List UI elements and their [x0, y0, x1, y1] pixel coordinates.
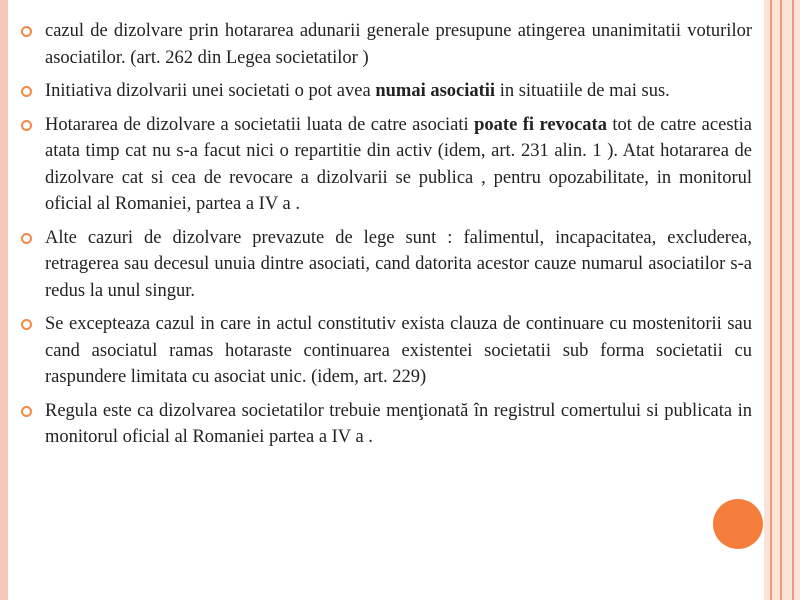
item-text: Hotararea de dizolvare a societatii luata de catre asociati: [45, 114, 475, 135]
bullet-icon: [21, 26, 32, 37]
bullet-icon: [21, 406, 32, 417]
item-text: Regula este ca dizolvarea societatilor trebuie menţionată în registrul comertului si publicata in monitorul oficial al Romaniei partea a IV a .: [45, 400, 752, 447]
bullet-icon: [21, 120, 32, 131]
item-text: Se excepteaza cazul in care in actul constitutiv exista clauza de continuare cu mostenitorii sau cand asociatul ramas hotaraste continuarea existentei societatii sub forma societatii cu raspundere limitata cu asociat unic. (idem, art. 229): [45, 314, 752, 387]
bullet-item-6: [20, 398, 752, 451]
item-bold-text: poate fi revocata: [474, 114, 607, 135]
bullet-icon: [21, 233, 32, 244]
bullet-item-5: [20, 311, 752, 391]
bullet-icon: [21, 319, 32, 330]
left-border: [0, 0, 8, 600]
bullet-item-2: [20, 78, 752, 105]
right-border-line: [770, 0, 772, 600]
bullet-icon: [21, 86, 32, 97]
item-text: Alte cazuri de dizolvare prevazute de lege sunt : falimentul, incapacitatea, excluderea, retragerea sau decesul unuia dintre asociati, cand datorita acestor cauze numarul asociatilor s-a redus la unul singur.: [45, 227, 752, 301]
item-bold-text: numai asociatii: [375, 81, 496, 101]
item-text-after: in situatiile de mai sus.: [495, 81, 670, 101]
item-text: Initiativa dizolvarii unei societati o pot avea: [45, 81, 376, 101]
bullet-item-4: [20, 225, 752, 305]
right-border-line: [780, 0, 782, 600]
item-text: cazul de dizolvare prin hotararea adunarii generale presupune atingerea unanimitatii voturilor asociatilor. (art. 262 din Legea societatilor ): [45, 21, 752, 68]
item-text-after: tot de catre acestia atata timp cat nu s-a facut nici o repartitie din activ (idem, art. 231 alin. 1 ). Atat hotararea de dizolvare cat si cea de revocare a dizolvarii se publica , pentru opozabilitate, in monitorul oficial al Romaniei, partea a IV a .: [45, 114, 753, 214]
slide-content: [20, 18, 752, 458]
right-border-line: [792, 0, 794, 600]
bullet-item-1: [20, 18, 752, 71]
decorative-circle: [713, 499, 763, 549]
bullet-item-3: [20, 112, 752, 218]
